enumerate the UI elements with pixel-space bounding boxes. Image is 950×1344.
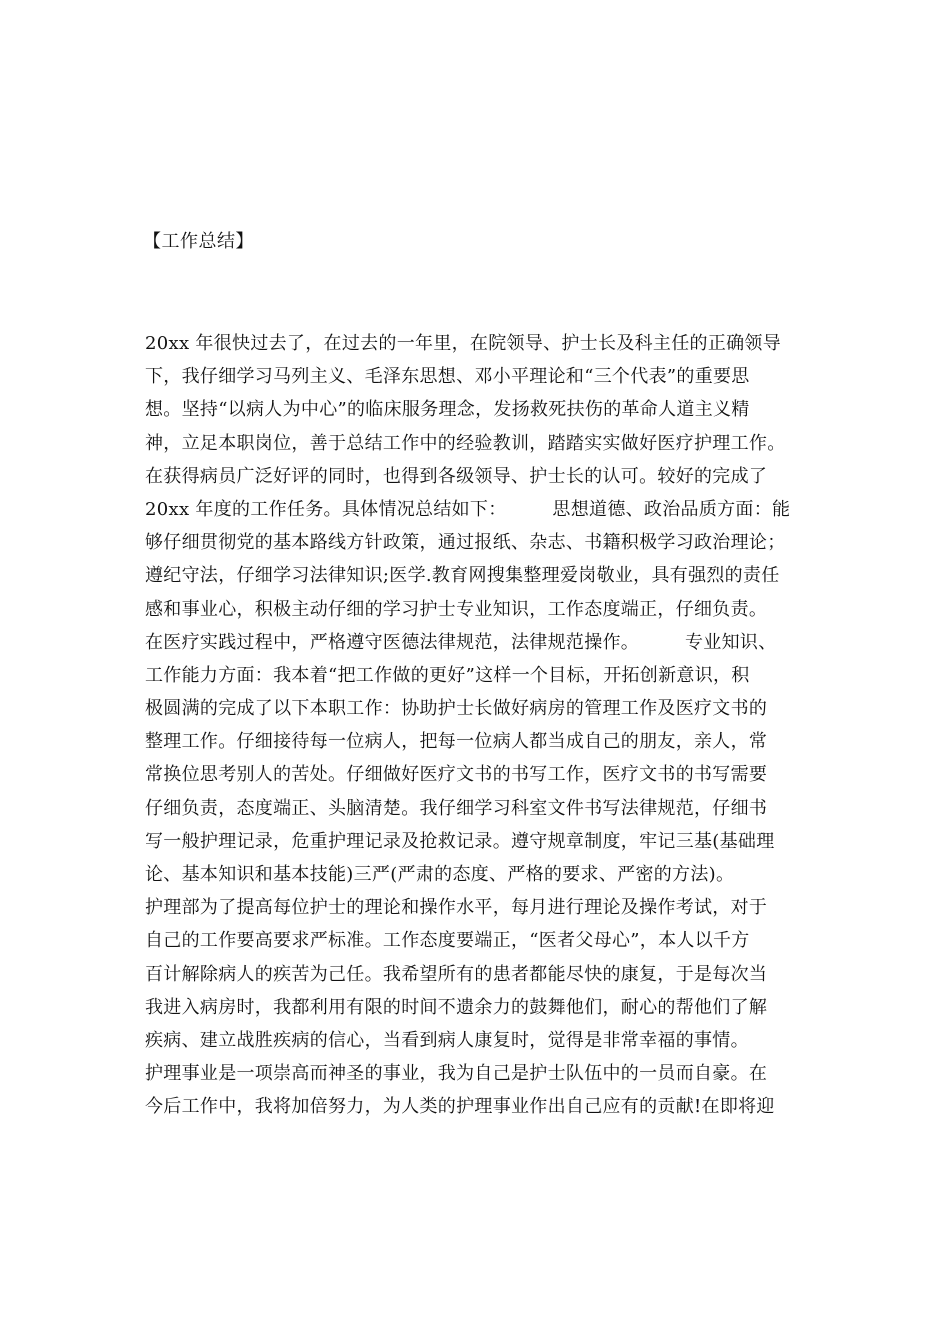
text-line: 神，立足本职岗位，善于总结工作中的经验教训，踏踏实实做好医疗护理工作。 <box>145 432 786 454</box>
text-line: 百计解除病人的疾苦为己任。我希望所有的患者都能尽快的康复，于是每次当 <box>145 963 768 985</box>
text-line: 够仔细贯彻党的基本路线方针政策，通过报纸、杂志、书籍积极学习政治理论； <box>145 532 786 554</box>
text-line: 仔细负责，态度端正、头脑清楚。我仔细学习科室文件书写法律规范，仔细书 <box>145 797 768 819</box>
text-line: 20xx 年很快过去了，在过去的一年里，在院领导、护士长及科主任的正确领导 <box>145 333 782 354</box>
text-line: 极圆满的完成了以下本职工作：协助护士长做好病房的管理工作及医疗文书的 <box>145 698 768 720</box>
text-line: 在获得病员广泛好评的同时，也得到各级领导、护士长的认可。较好的完成了 <box>145 465 768 487</box>
document-heading: 【工作总结】 <box>143 231 254 252</box>
text-line: 疾病、建立战胜疾病的信心，当看到病人康复时，觉得是非常幸福的事情。 <box>145 1029 749 1051</box>
document-body <box>145 327 835 1124</box>
text-line: 护理部为了提高每位护士的理论和操作水平，每月进行理论及操作考试，对于 <box>145 897 768 919</box>
text-line: 整理工作。仔细接待每一位病人，把每一位病人都当成自己的朋友，亲人，常 <box>145 731 768 753</box>
text-line: 论、基本知识和基本技能)三严(严肃的态度、严格的要求、严密的方法)。 <box>145 864 735 885</box>
text-line: 感和事业心，积极主动仔细的学习护士专业知识，工作态度端正，仔细负责。 <box>145 598 768 620</box>
text-line: 护理事业是一项崇高而神圣的事业，我为自己是护士队伍中的一员而自豪。在 <box>145 1063 768 1085</box>
text-line: 工作能力方面：我本着“把工作做的更好”这样一个目标，开拓创新意识，积 <box>145 664 750 686</box>
text-line: 在医疗实践过程中，严格遵守医德法律规范，法律规范操作。 专业知识、 <box>145 631 777 653</box>
text-line: 遵纪守法，仔细学习法律知识;医学.教育网搜集整理爱岗敬业，具有强烈的责任 <box>145 565 780 587</box>
text-line: 常换位思考别人的苦处。仔细做好医疗文书的书写工作，医疗文书的书写需要 <box>145 764 768 786</box>
text-line: 写一般护理记录，危重护理记录及抢救记录。遵守规章制度，牢记三基(基础理 <box>145 830 775 852</box>
text-line: 自己的工作要高要求严标准。工作态度要端正，“医者父母心”，本人以千方 <box>145 930 750 952</box>
text-line: 20xx 年度的工作任务。具体情况总结如下： 思想道德、政治品质方面：能 <box>145 498 791 520</box>
text-line: 想。坚持“以病人为中心”的临床服务理念，发扬救死扶伤的革命人道主义精 <box>145 399 750 421</box>
text-line: 下，我仔细学习马列主义、毛泽东思想、邓小平理论和“三个代表”的重要思 <box>145 366 750 388</box>
text-line: 今后工作中，我将加倍努力，为人类的护理事业作出自己应有的贡献!在即将迎 <box>145 1096 775 1118</box>
text-line: 我进入病房时，我都利用有限的时间不遗余力的鼓舞他们，耐心的帮他们了解 <box>145 996 768 1018</box>
